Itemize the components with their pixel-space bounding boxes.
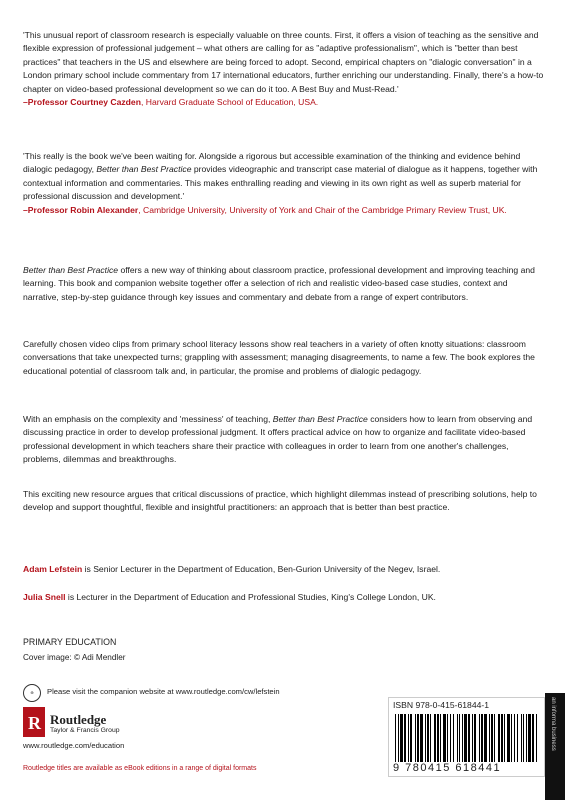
book-title: Better than Best Practice	[23, 265, 119, 275]
informa-text: an informa business	[550, 697, 556, 751]
barcode-digits: 9 780415 618441	[393, 762, 502, 774]
author-bio-text: is Lecturer in the Department of Education and Professional Studies, King's College London, UK.	[65, 592, 436, 602]
review-quote-1	[23, 29, 545, 109]
cover-credit: Cover image: © Adi Mendler	[23, 653, 126, 662]
book-title: Better than Best Practice	[272, 414, 368, 424]
quote-book-title: Better than Best Practice	[96, 164, 192, 175]
publisher-name: Routledge	[50, 712, 107, 727]
barcode-bars	[395, 714, 537, 762]
isbn-text: ISBN 978-0-415-61844-1	[393, 700, 490, 710]
ebook-note: Routledge titles are available as eBook editions in a range of digital formats	[23, 765, 257, 772]
paragraph-text: considers how to learn from observing and discussing practice in order to develop professional judgment. It offers practical advice on how to organize and facilitate video-based professional development in which teachers share their practice with colleagues in order to learn from one another's challenges, problems, dilemmas and breakthroughs.	[23, 414, 533, 465]
publisher-url: www.routledge.com/education	[23, 741, 125, 750]
description-paragraph-1	[23, 264, 545, 304]
barcode	[388, 697, 545, 777]
description-paragraph-2: Carefully chosen video clips from primary school literacy lessons show real teachers in a variety of often knotty situations: classroom conversations that take unexpected turns; grappling with assessment; managing disagreements, to name a few. The book explores the educational potential of classroom talk and, in particular, the promise and problems of dialogic pedagogy.	[23, 339, 535, 376]
description-paragraph-4: This exciting new resource argues that critical discussions of practice, which highlight dilemmas instead of prescribing solutions, help to develop and support thoughtful, flexible and insightful practitioners: an approach that is better than best practice.	[23, 489, 537, 513]
quote-affiliation: , Harvard Graduate School of Education, USA.	[140, 97, 319, 108]
paragraph-text: With an emphasis on the complexity and 'messiness' of teaching,	[23, 414, 273, 424]
author-name: Adam Lefstein	[23, 564, 83, 574]
review-quote-2	[23, 150, 545, 217]
quote-author: –Professor Robin Alexander	[23, 204, 139, 215]
quote-text-c: provides videographic and transcript case material of dialogue as it happens, together with contextual information and commentaries. This makes enthralling reading and viewing in its own right as well as superb material for professional discussion and development.'	[23, 164, 538, 202]
quote-text-a: 'This really is the book we've been waiting for. Alongside a rigorous but accessible examination of the thinking and evidence behind dialogic pedagogy,	[23, 151, 521, 175]
svg-text:R: R	[28, 713, 41, 733]
companion-website-text: Please visit the companion website at www.routledge.com/cw/lefstein	[47, 687, 280, 696]
author-name: Julia Snell	[23, 592, 66, 602]
quote-affiliation: , Cambridge University, University of York and Chair of the Cambridge Primary Review Trust, UK.	[138, 204, 507, 215]
description-paragraph-3	[23, 413, 545, 467]
quote-text: 'This unusual report of classroom research is especially valuable on three counts. First, it offers a vision of teaching as the sensitive and flexible expression of professional judgement – what others are calling for as "adaptive professionalism", which is "better than best practices" that teachers in the US and elsewhere are being forced to adopt. Second, empirical chapters on "dialogic conversation" in a London primary school include commentary from 17 international educators, further enriching our understanding. Finally, there's a how-to chapter on video-based professional development so we can do it too. A Best Buy and Must-Read.'	[23, 30, 544, 94]
companion-website-logo: ⊕	[23, 684, 41, 702]
publisher-area	[23, 677, 283, 777]
author-bio-1	[23, 563, 545, 576]
author-bio-text: is Senior Lecturer in the Department of Education, Ben-Gurion University of the Negev, Israel.	[82, 564, 441, 574]
author-bio-2	[23, 591, 545, 604]
category-label: PRIMARY EDUCATION	[23, 637, 117, 647]
routledge-logo-icon	[23, 707, 45, 737]
paragraph-text: offers a new way of thinking about classroom practice, professional development and improving teaching and learning. This book and companion website together offer a selection of rich and realistic video-based case studies, context and narrative, step-by-step guidance through key issues and commentary and debate from a range of expert contributors.	[23, 265, 535, 302]
publisher-sub: Taylor & Francis Group	[50, 727, 120, 734]
quote-author: –Professor Courtney Cazden	[23, 97, 141, 108]
